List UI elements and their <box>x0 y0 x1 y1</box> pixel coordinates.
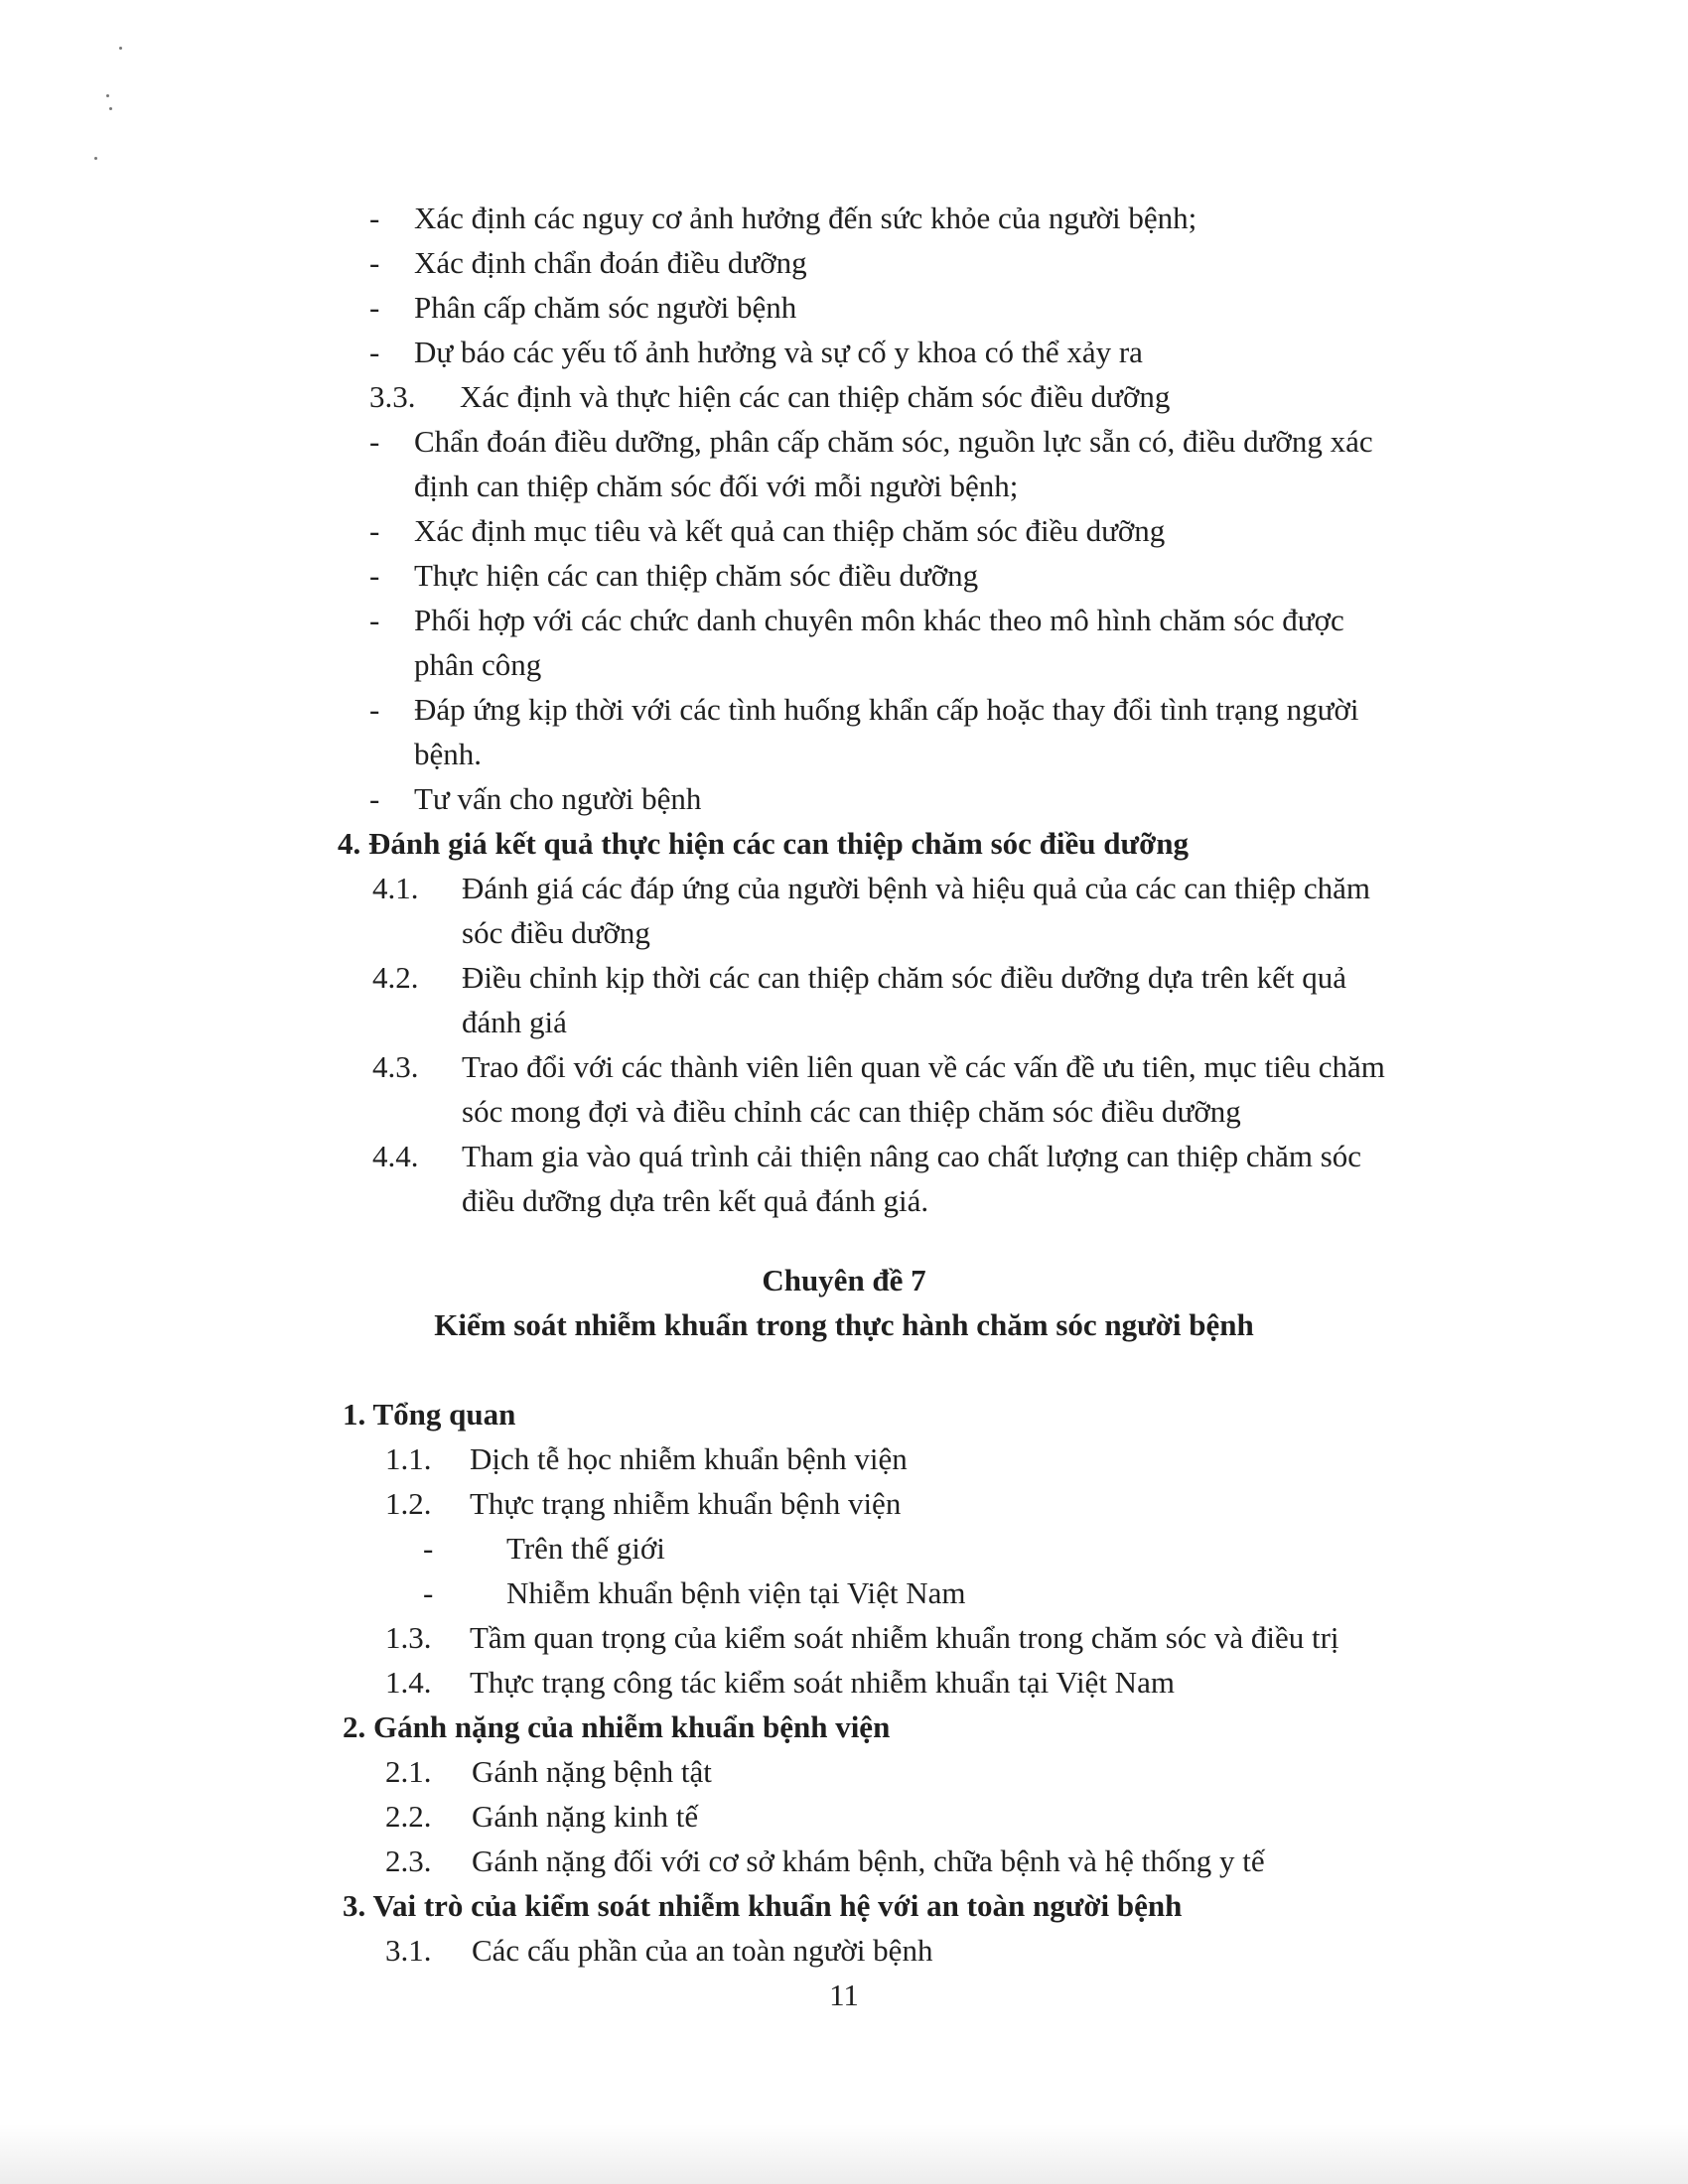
bullet-dash: - <box>423 1531 434 1566</box>
bullet-dash: - <box>369 603 380 637</box>
item-text: Các cấu phần của an toàn người bệnh <box>472 1933 933 1968</box>
bullet-dash: - <box>369 424 380 459</box>
item-text: Thực trạng công tác kiểm soát nhiễm khuẩn tại Việt Nam <box>470 1665 1175 1700</box>
scan-shadow <box>0 2124 1688 2184</box>
bullet-dash: - <box>369 290 380 325</box>
bullet-dash: - <box>369 558 380 593</box>
bullet-text: Đáp ứng kịp thời với các tình huống khẩn cấp hoặc thay đổi tình trạng người <box>414 692 1359 727</box>
bullet-text: Thực hiện các can thiệp chăm sóc điều dưỡng <box>414 558 979 593</box>
item-number: 1.1. <box>385 1441 432 1476</box>
item-number: 3.1. <box>385 1933 432 1968</box>
bullet-text: Xác định mục tiêu và kết quả can thiệp chăm sóc điều dưỡng <box>414 513 1166 548</box>
page-number: 11 <box>829 1978 859 2012</box>
item-number: 4.1. <box>372 871 419 905</box>
item-number: 1.4. <box>385 1665 432 1700</box>
item-number: 2.1. <box>385 1754 432 1789</box>
bullet-text: Xác định chẩn đoán điều dưỡng <box>414 245 807 280</box>
section-heading: 4. Đánh giá kết quả thực hiện các can thiệp chăm sóc điều dưỡng <box>338 826 1190 861</box>
item-text: Thực trạng nhiễm khuẩn bệnh viện <box>470 1486 902 1521</box>
bullet-dash: - <box>369 201 380 235</box>
item-number: 2.2. <box>385 1799 432 1834</box>
topic-title: Kiểm soát nhiễm khuẩn trong thực hành chăm sóc người bệnh <box>434 1307 1254 1342</box>
scan-speck <box>109 107 112 110</box>
bullet-dash: - <box>369 513 380 548</box>
section-heading: 1. Tổng quan <box>343 1397 516 1432</box>
bullet-text-continued: bệnh. <box>414 737 483 771</box>
item-text: Tầm quan trọng của kiểm soát nhiễm khuẩn trong chăm sóc và điều trị <box>470 1620 1339 1655</box>
bullet-text: Phối hợp với các chức danh chuyên môn khác theo mô hình chăm sóc được <box>414 603 1344 637</box>
item-number: 3.3. <box>369 379 416 414</box>
bullet-text-continued: phân công <box>414 647 542 682</box>
bullet-text: Tư vấn cho người bệnh <box>414 781 702 816</box>
scan-speck <box>94 157 97 160</box>
item-number: 4.4. <box>372 1139 419 1173</box>
item-text: Điều chỉnh kịp thời các can thiệp chăm sóc điều dưỡng dựa trên kết quả <box>462 960 1347 995</box>
bullet-text: Phân cấp chăm sóc người bệnh <box>414 290 797 325</box>
bullet-dash: - <box>369 692 380 727</box>
item-text: Xác định và thực hiện các can thiệp chăm sóc điều dưỡng <box>460 379 1171 414</box>
topic-label: Chuyên đề 7 <box>762 1263 926 1297</box>
section-heading: 3. Vai trò của kiểm soát nhiễm khuẩn hệ với an toàn người bệnh <box>343 1888 1183 1923</box>
item-number: 1.3. <box>385 1620 432 1655</box>
item-text: Dịch tễ học nhiễm khuẩn bệnh viện <box>470 1441 908 1476</box>
item-text: Tham gia vào quá trình cải thiện nâng cao chất lượng can thiệp chăm sóc <box>462 1139 1362 1173</box>
bullet-dash: - <box>369 245 380 280</box>
bullet-dash: - <box>423 1575 434 1610</box>
item-text-continued: sóc mong đợi và điều chỉnh các can thiệp chăm sóc điều dưỡng <box>462 1094 1241 1129</box>
item-text: Gánh nặng bệnh tật <box>472 1754 712 1789</box>
bullet-dash: - <box>369 335 380 369</box>
item-text: Đánh giá các đáp ứng của người bệnh và hiệu quả của các can thiệp chăm <box>462 871 1371 905</box>
item-text-continued: điều dưỡng dựa trên kết quả đánh giá. <box>462 1183 929 1218</box>
bullet-text: Xác định các nguy cơ ảnh hưởng đến sức khỏe của người bệnh; <box>414 201 1197 235</box>
bullet-dash: - <box>369 781 380 816</box>
item-text-continued: sóc điều dưỡng <box>462 915 650 950</box>
bullet-text-continued: định can thiệp chăm sóc đối với mỗi người bệnh; <box>414 469 1019 503</box>
section-heading: 2. Gánh nặng của nhiễm khuẩn bệnh viện <box>343 1709 891 1744</box>
item-text: Gánh nặng kinh tế <box>472 1799 699 1834</box>
scan-speck <box>106 94 109 97</box>
bullet-text: Trên thế giới <box>506 1531 665 1566</box>
item-number: 2.3. <box>385 1843 432 1878</box>
item-number: 4.3. <box>372 1049 419 1084</box>
item-text: Gánh nặng đối với cơ sở khám bệnh, chữa bệnh và hệ thống y tế <box>472 1843 1265 1878</box>
bullet-text: Chẩn đoán điều dưỡng, phân cấp chăm sóc, nguồn lực sẵn có, điều dưỡng xác <box>414 424 1373 459</box>
item-text-continued: đánh giá <box>462 1005 567 1039</box>
bullet-text: Dự báo các yếu tố ảnh hưởng và sự cố y khoa có thể xảy ra <box>414 335 1143 369</box>
item-number: 4.2. <box>372 960 419 995</box>
bullet-text: Nhiễm khuẩn bệnh viện tại Việt Nam <box>506 1575 966 1610</box>
item-number: 1.2. <box>385 1486 432 1521</box>
scan-speck <box>119 47 122 50</box>
item-text: Trao đổi với các thành viên liên quan về các vấn đề ưu tiên, mục tiêu chăm <box>462 1049 1385 1084</box>
